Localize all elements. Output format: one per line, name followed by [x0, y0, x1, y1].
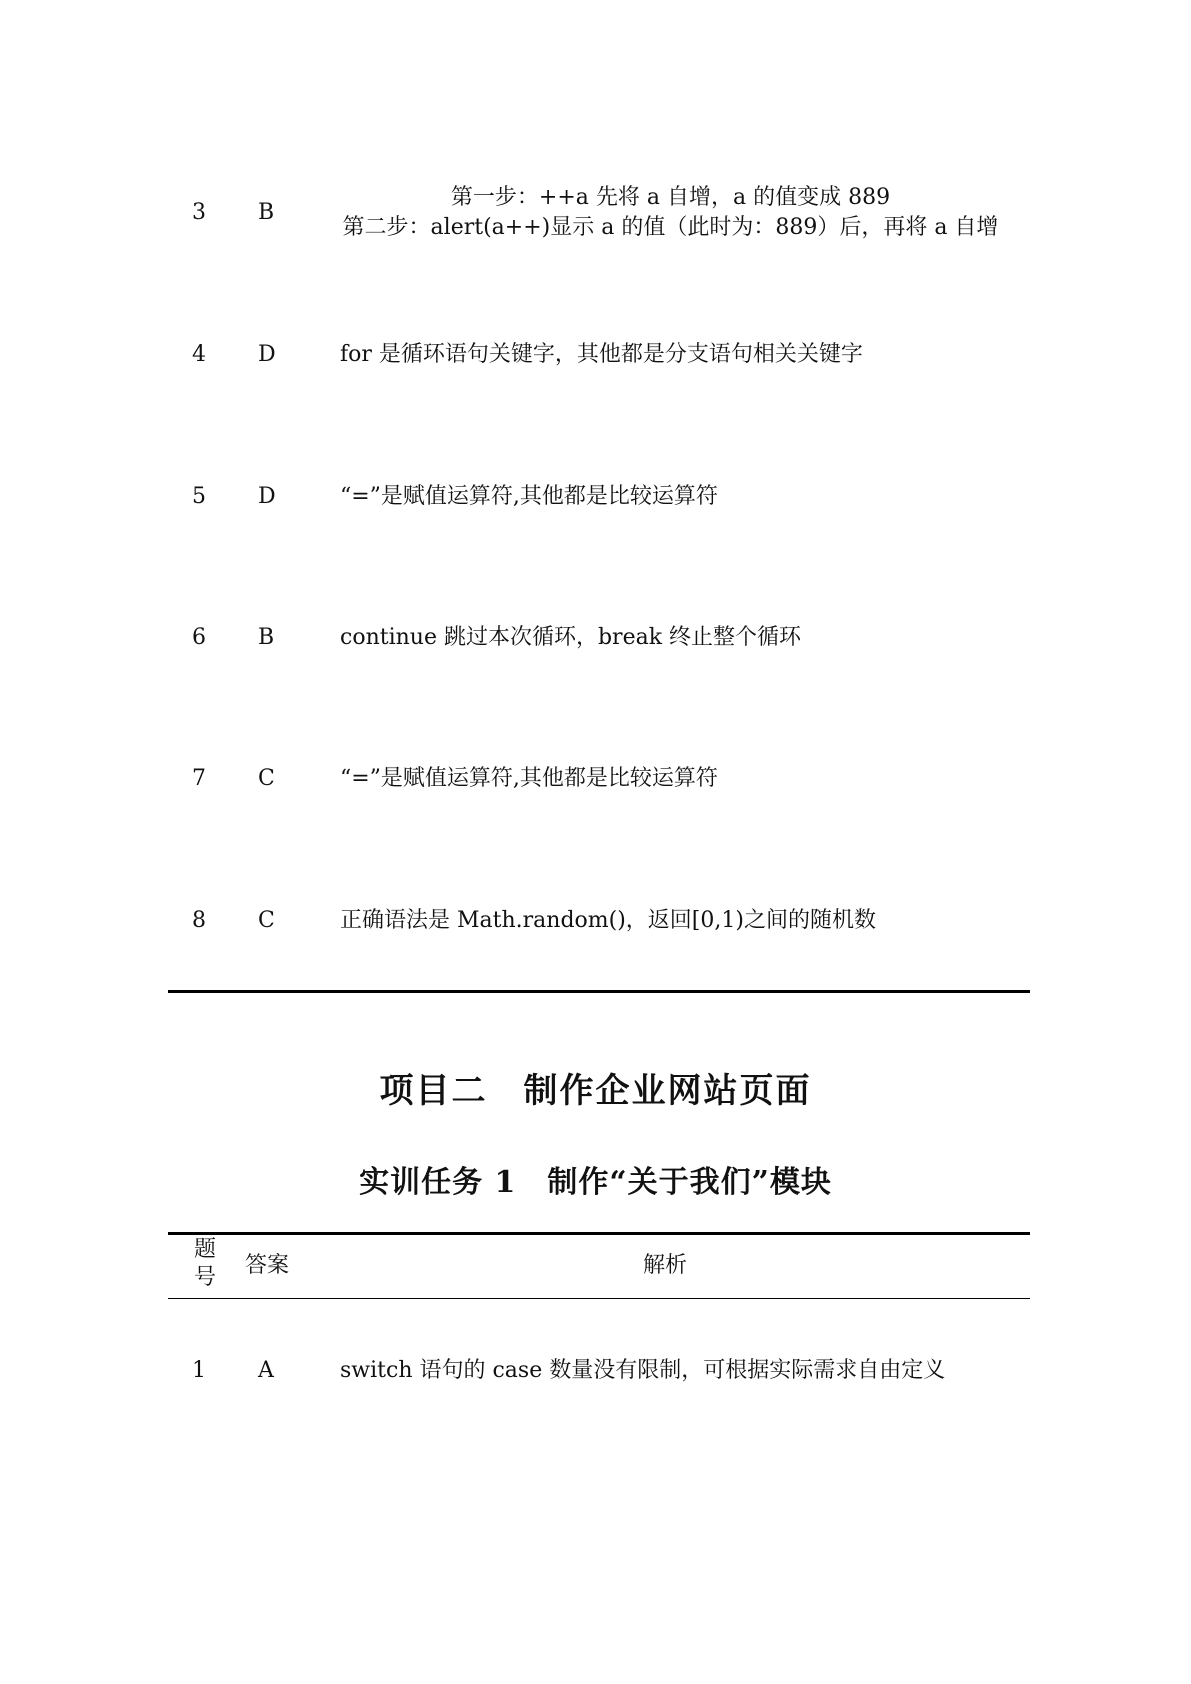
- explanation: “=”是赋值运算符,其他都是比较运算符: [340, 766, 718, 791]
- project-title: 项目二 制作企业网站页面: [379, 1071, 812, 1111]
- answer: D: [258, 484, 276, 509]
- table-row: [168, 482, 1030, 542]
- header-explanation: 解析: [643, 1253, 688, 1278]
- answer: A: [258, 1358, 274, 1383]
- question-number: 8: [192, 908, 206, 933]
- table-row: [168, 764, 1030, 824]
- table-bottom-rule: [168, 990, 1030, 993]
- answer: C: [258, 908, 275, 933]
- table-row: [168, 906, 1030, 966]
- table-top-rule: [168, 1232, 1030, 1235]
- table-header-rule: [168, 1298, 1030, 1299]
- question-number: 1: [192, 1358, 206, 1383]
- answer: B: [258, 625, 275, 650]
- header-question-number: 题 号: [193, 1237, 216, 1290]
- explanation: [311, 183, 1030, 243]
- table-row: [168, 340, 1030, 400]
- explanation: for 是循环语句关键字，其他都是分支语句相关关键字: [340, 342, 863, 367]
- table-row: [168, 1356, 1030, 1416]
- table-row: [168, 183, 1030, 243]
- question-number: 5: [192, 484, 206, 509]
- header-answer: 答案: [245, 1253, 290, 1278]
- explanation: 正确语法是 Math.random()，返回[0,1)之间的随机数: [340, 908, 876, 933]
- question-number: 6: [192, 625, 206, 650]
- explanation-line: 第一步：++a 先将 a 自增，a 的值变成 889: [450, 185, 891, 210]
- explanation: “=”是赋值运算符,其他都是比较运算符: [340, 484, 718, 509]
- question-number: 3: [192, 200, 206, 225]
- answer: C: [258, 766, 275, 791]
- table-row: [168, 623, 1030, 683]
- explanation-line: 第二步：alert(a++)显示 a 的值（此时为：889）后，再将 a 自增: [342, 215, 999, 240]
- task-title: 实训任务 1 制作“关于我们”模块: [359, 1165, 832, 1200]
- explanation: continue 跳过本次循环，break 终止整个循环: [340, 625, 802, 650]
- answer: D: [258, 342, 276, 367]
- question-number: 7: [192, 766, 206, 791]
- explanation: switch 语句的 case 数量没有限制，可根据实际需求自由定义: [340, 1358, 946, 1383]
- question-number: 4: [192, 342, 206, 367]
- answer: B: [258, 200, 275, 225]
